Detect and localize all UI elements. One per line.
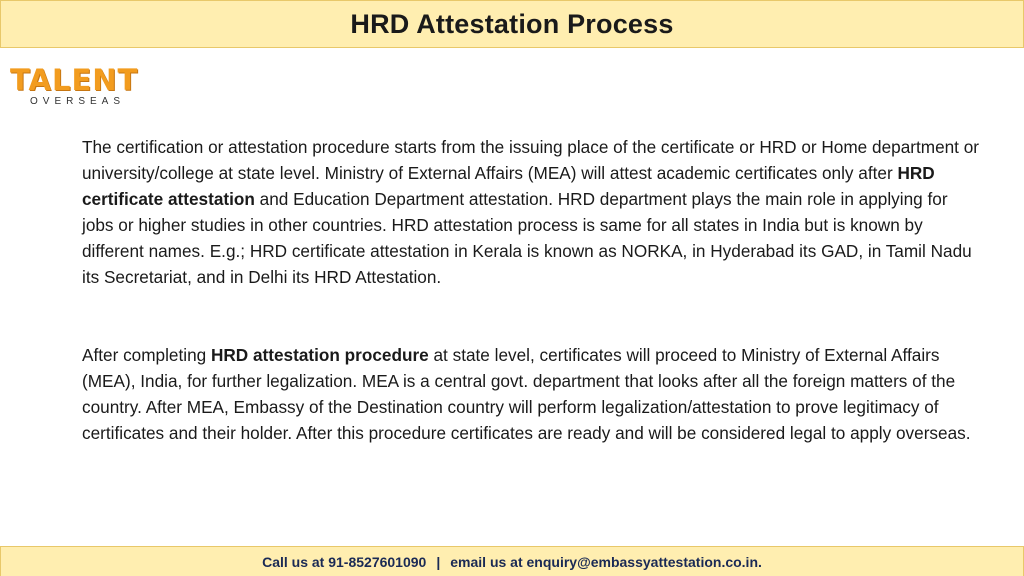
header-band xyxy=(0,0,1024,48)
paragraph-1-text-start: The certification or attestation procedure starts from the issuing place of the certificate or HRD or Home department or university/college at state level. Ministry of External Affairs (MEA) will attest academic certificates only after xyxy=(82,137,980,183)
paragraph-2-text-start: After completing xyxy=(82,345,211,365)
paragraph-1-text-end: and Education Department attestation. HRD department plays the main role in applying for jobs or higher studies in other countries. HRD attestation process is same for all states in India but is known by different names. E.g.; HRD certificate attestation in Kerala is known as NORKA, in Hyderabad its GAD, in Tamil Nadu its Secretariat, and in Delhi its HRD Attestation. xyxy=(82,189,972,287)
talent-overseas-logo xyxy=(10,64,140,108)
paragraph-2-bold-term: HRD attestation procedure xyxy=(210,345,429,365)
footer-band xyxy=(0,546,1024,576)
logo-wordmark: TALENT xyxy=(10,63,139,97)
footer-phone: Call us at 91-8527601090 xyxy=(262,553,427,570)
paragraph-2 xyxy=(82,342,982,446)
footer-email: email us at enquiry@embassyattestation.co.in. xyxy=(450,553,762,570)
paragraph-1 xyxy=(82,134,982,290)
main-content xyxy=(82,134,982,446)
footer-contact xyxy=(262,554,762,570)
footer-separator: | xyxy=(436,553,441,570)
paragraph-2-text-end: at state level, certificates will proceed to Ministry of External Affairs (MEA), India, for further legalization. MEA is a central govt. department that looks after all the foreign matters of the country. After MEA, Embassy of the Destination country will perform legalization/attestation to prove legitimacy of certificates and their holder. After this procedure certificates are ready and will be considered legal to apply overseas. xyxy=(82,345,971,443)
page-title: HRD Attestation Process xyxy=(350,8,674,39)
paragraph-1-bold-term: HRD certificate attestation xyxy=(82,163,935,209)
logo-subtext: OVERSEAS xyxy=(30,96,126,107)
